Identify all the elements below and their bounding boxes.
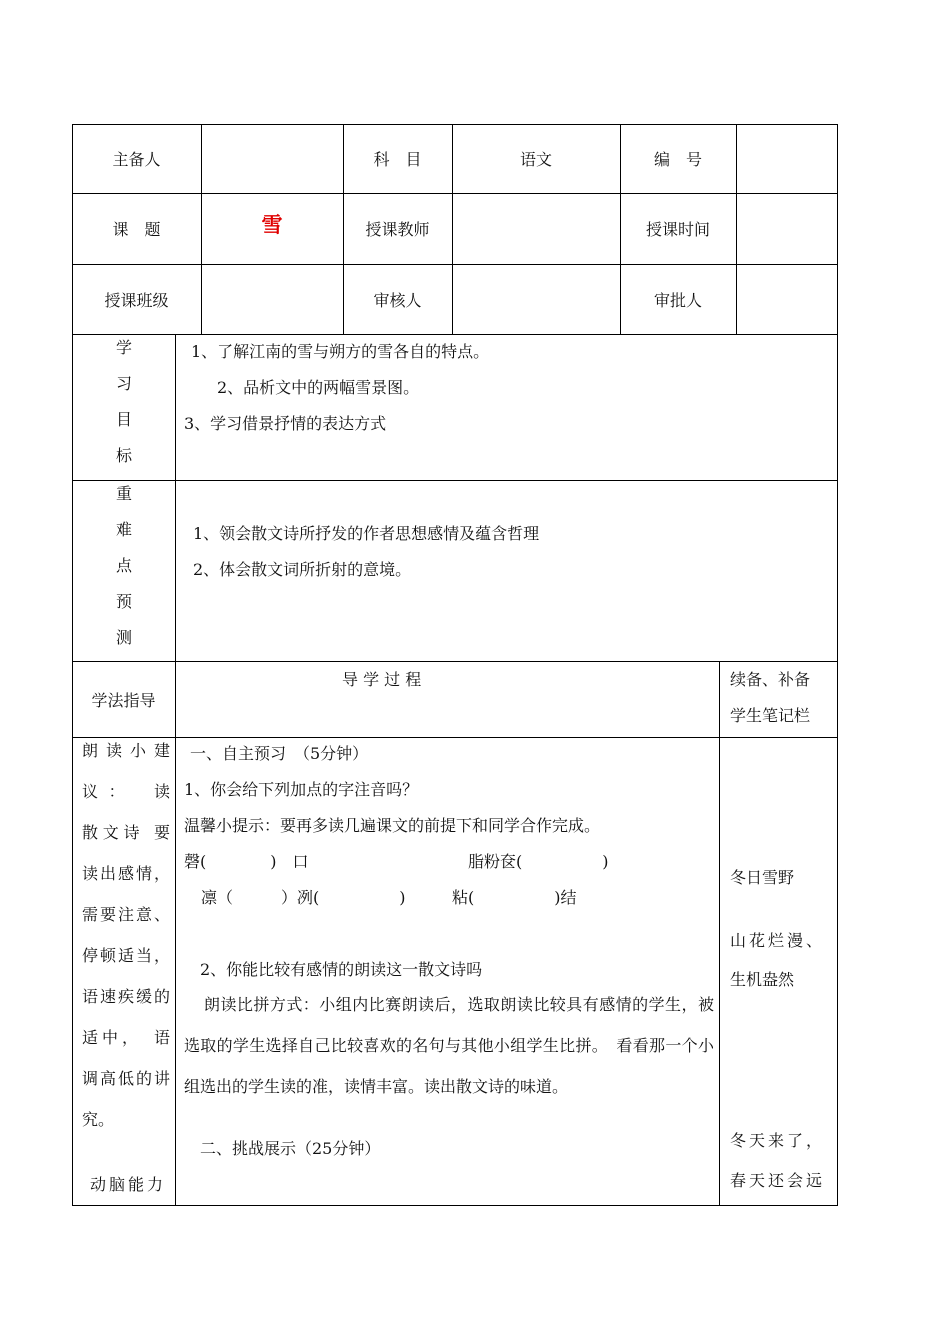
value-topic: 雪 <box>261 211 283 237</box>
method-text: 朗读小建 议： 读 散文诗 要 读出感情， 需要注意、 停顿适当， 语速疾缓的 适中， 语 调高低的讲 究。 <box>82 741 170 1129</box>
row-divider <box>72 737 838 738</box>
pinyin-item: 粘( )结 <box>452 888 577 907</box>
objective-item: 3、学习借景抒情的表达方式 <box>184 414 387 433</box>
section-heading: 二、挑战展示（25分钟） <box>200 1139 381 1158</box>
difficulty-item: 2、体会散文词所折射的意境。 <box>193 560 412 579</box>
tip: 温馨小提示：要再多读几遍课文的前提下和同学合作完成。 <box>184 816 601 835</box>
label-number: 编 号 <box>653 150 702 169</box>
question: 2、你能比较有感情的朗读这一散文诗吗 <box>200 960 483 979</box>
label-time: 授课时间 <box>645 220 710 239</box>
method-text: 动脑能力 <box>90 1175 167 1194</box>
col-divider <box>736 124 737 334</box>
label-reviewer: 审核人 <box>373 290 422 310</box>
notes-header: 学生笔记栏 <box>730 706 811 725</box>
label-approver: 审批人 <box>653 290 702 310</box>
note: 春天还会远 <box>730 1171 826 1190</box>
row-divider <box>72 661 838 662</box>
pinyin-item: 磬( ) 口 <box>184 852 309 871</box>
note: 冬天来了， <box>730 1131 826 1150</box>
row-divider <box>72 334 838 335</box>
notes-header: 续备、补备 <box>730 670 811 689</box>
label-preparer: 主备人 <box>112 150 161 169</box>
method-header: 学法指导 <box>91 690 156 710</box>
col-divider <box>719 661 720 1206</box>
value-subject: 语文 <box>519 150 552 169</box>
process-header: 导 学 过 程 <box>342 670 422 689</box>
objectives-label: 学 习 目 标 <box>115 338 132 465</box>
label-topic: 课 题 <box>112 220 161 239</box>
note: 生机盎然 <box>730 970 795 989</box>
difficulties-label: 重 难 点 预 测 <box>115 484 132 647</box>
label-subject: 科 目 <box>373 150 422 169</box>
objective-item: 2、品析文中的两幅雪景图。 <box>217 378 420 397</box>
row-divider <box>72 480 838 481</box>
col-divider <box>175 334 176 1206</box>
label-teacher: 授课教师 <box>365 220 430 239</box>
question: 1、你会给下列加点的字注音吗？ <box>184 780 419 799</box>
difficulty-item: 1、领会散文诗所抒发的作者思想感情及蕴含哲理 <box>193 524 540 543</box>
note: 冬日雪野 <box>730 868 795 887</box>
note: 山花烂漫、 <box>730 931 826 950</box>
pinyin-item: 凛（ ）冽( ) <box>201 888 406 907</box>
method-description: 朗读比拼方式：小组内比赛朗读后，选取朗读比较具有感情的学生，被选取的学生选择自己比较喜欢的名句与其他小组学生比拼。 看看那一个小组选出的学生读的准，读情丰富。读出散文诗的味道。 <box>184 995 714 1096</box>
label-class: 授课班级 <box>104 290 169 310</box>
section-heading: 一、自主预习 （5分钟） <box>190 744 369 763</box>
pinyin-item: 脂粉奁( ) <box>468 852 609 871</box>
objective-item: 1、了解江南的雪与朔方的雪各自的特点。 <box>191 342 490 361</box>
